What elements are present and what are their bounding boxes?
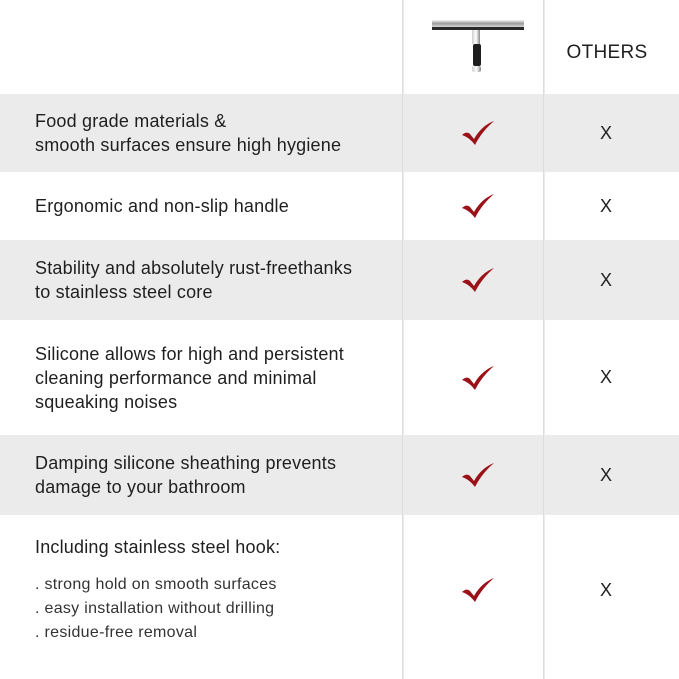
feature-text [35,109,405,157]
feature-line: Food grade materials & [35,111,227,131]
table-row [0,320,679,435]
x-mark: X [599,367,612,387]
checkmark-icon [461,365,495,391]
feature-line: Including stainless steel hook: [35,537,281,557]
checkmark-icon [461,577,495,603]
feature-text [35,451,405,499]
others-column-header: OTHERS [566,42,648,63]
feature-line: smooth surfaces ensure high hygiene [35,135,342,155]
table-row [0,515,679,665]
feature-line: Silicone allows for high and persistent [35,343,344,364]
table-row [0,172,679,240]
x-mark: X [599,464,612,485]
x-mark: X [599,269,612,290]
checkmark-icon [461,267,495,293]
feature-line: Damping silicone sheathing prevents [35,453,337,473]
feature-line: cleaning performance and minimal [35,367,317,388]
table-row [0,240,679,320]
x-mark: X [599,195,612,216]
x-mark: X [599,579,612,600]
feature-text [35,194,405,218]
feature-line: Stability and absolutely rust-freethanks [35,258,353,278]
feature-text [35,535,405,645]
feature-sublist [35,573,405,645]
feature-subline: . residue-free removal [35,624,198,641]
x-mark: X [599,122,612,143]
column-divider [543,0,545,679]
feature-text [35,256,405,304]
column-divider [402,0,404,679]
feature-text [35,342,405,414]
checkmark-icon [461,462,495,488]
feature-line: damage to your bathroom [35,477,246,497]
checkmark-icon [461,193,495,219]
table-row [0,94,679,172]
table-header [0,0,679,94]
checkmark-icon [461,120,495,146]
feature-line: squeaking noises [35,391,178,412]
feature-subline: . easy installation without drilling [35,600,275,617]
feature-line: Ergonomic and non-slip handle [35,196,289,216]
feature-line: to stainless steel core [35,282,213,302]
table-row [0,435,679,515]
feature-subline: . strong hold on smooth surfaces [35,576,277,593]
squeegee-icon [428,14,528,76]
